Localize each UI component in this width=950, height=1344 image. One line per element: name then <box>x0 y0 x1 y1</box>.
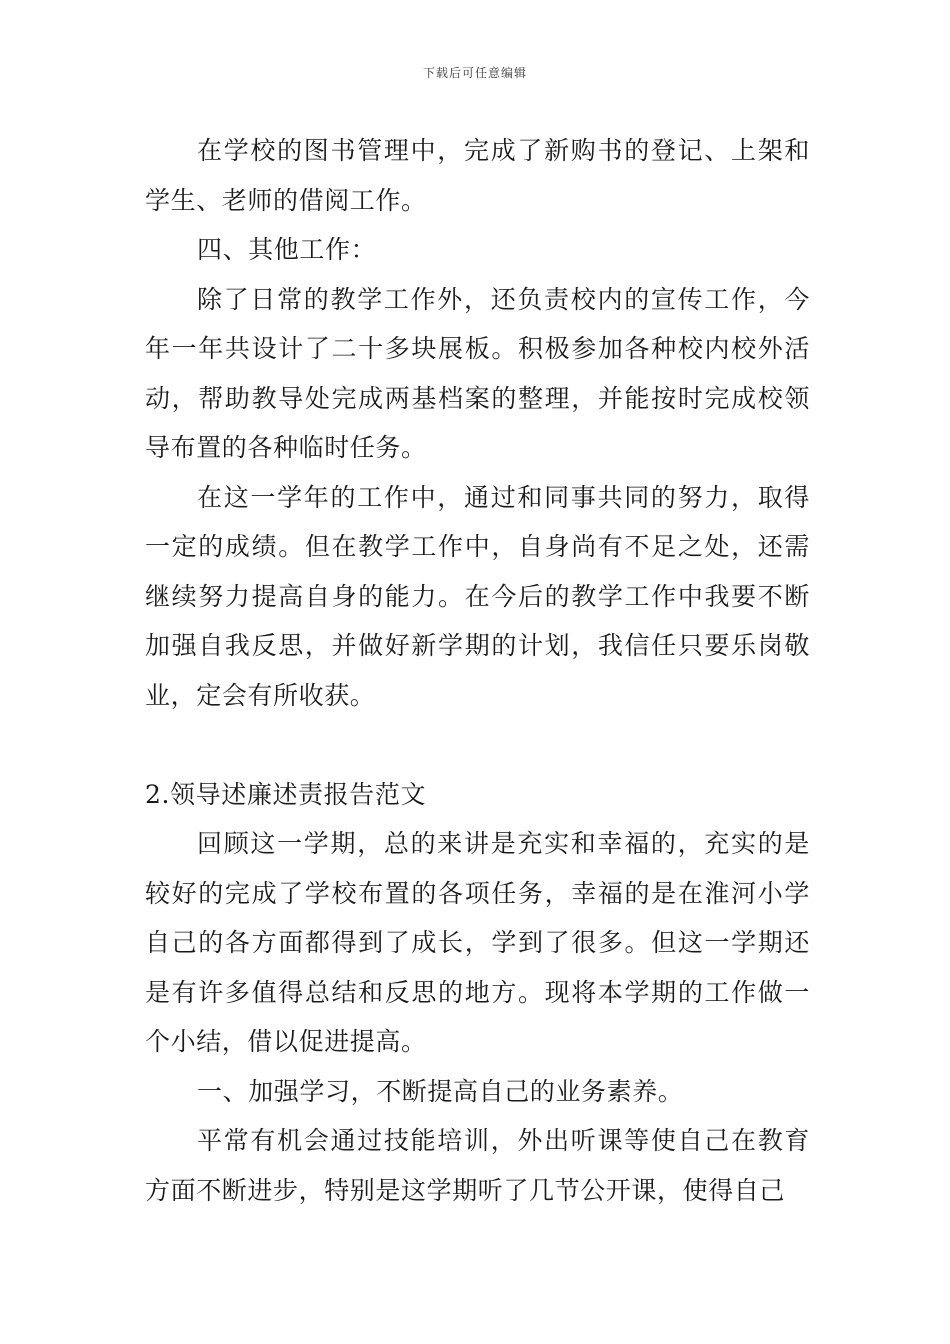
paragraph: 回顾这一学期，总的来讲是充实和幸福的，充实的是较好的完成了学校布置的各项任务，幸福的是在淮河小学自己的各方面都得到了成长，学到了很多。但这一学期还是有许多值得总结和反思的地方。现将本学期的工作做一个小结，借以促进提高。 <box>145 829 810 1056</box>
paragraph: 四、其他工作： <box>197 235 377 264</box>
header-note: 下载后可任意编辑 <box>422 66 527 80</box>
paragraph: 平常有机会通过技能培训，外出听课等使自己在教育方面不断进步，特别是这学期听了几节公开课，使得自己 <box>145 1126 810 1205</box>
blank-line <box>145 720 810 770</box>
paragraph: 在学校的图书管理中，完成了新购书的登记、上架和学生、老师的借阅工作。 <box>145 136 810 215</box>
document-body <box>145 126 810 1215</box>
section-heading: 2.领导述廉述责报告范文 <box>145 779 427 809</box>
paragraph: 除了日常的教学工作外，还负责校内的宣传工作，今年一年共设计了二十多块展板。积极参加各种校内校外活动，帮助教导处完成两基档案的整理，并能按时完成校领导布置的各种临时任务。 <box>145 284 810 462</box>
paragraph: 一、加强学习，不断提高自己的业务素养。 <box>197 1076 684 1106</box>
paragraph: 在这一学年的工作中，通过和同事共同的努力，取得一定的成绩。但在教学工作中，自身尚有不足之处，还需继续努力提高自身的能力。在今后的教学工作中我要不断加强自我反思，并做好新学期的计划，我信任只要乐岗敬业，定会有所收获。 <box>145 482 810 710</box>
